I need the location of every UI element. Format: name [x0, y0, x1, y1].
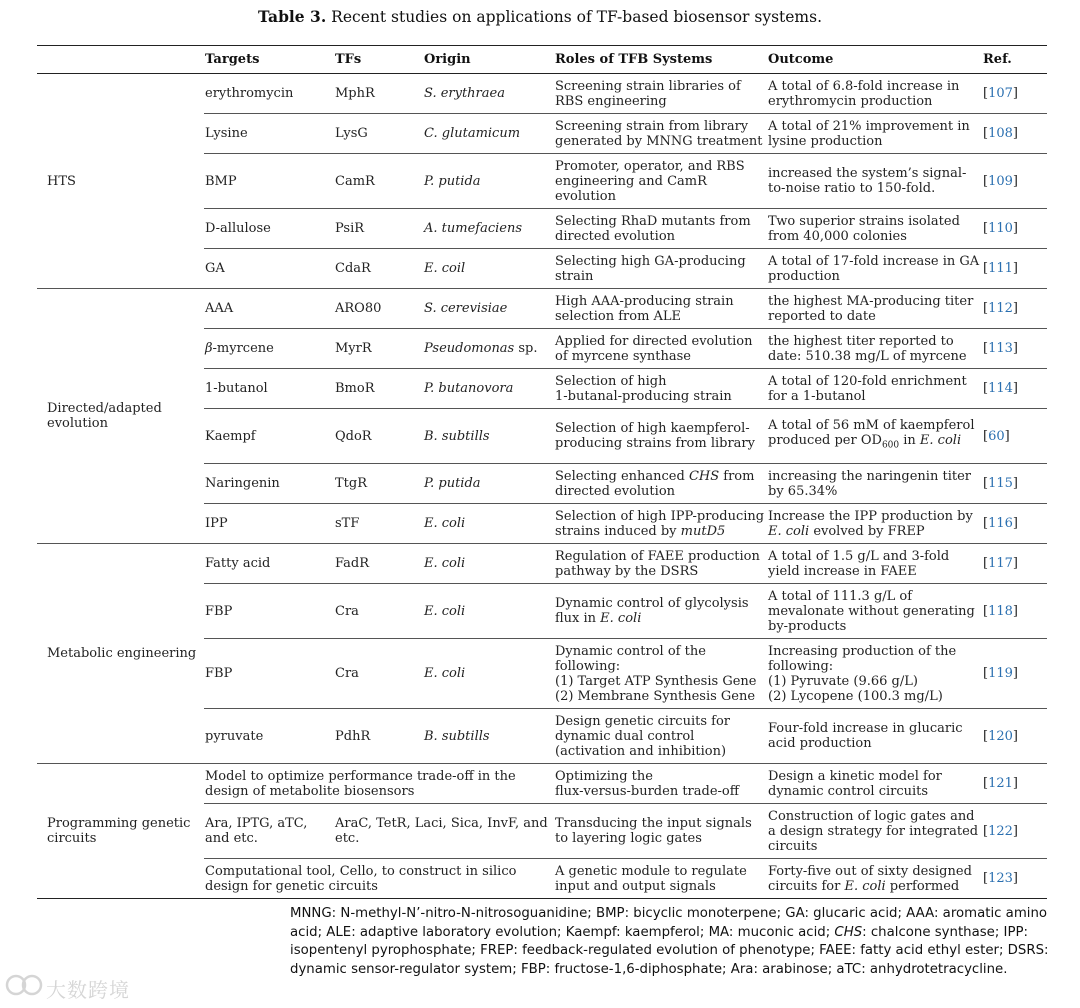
cell-outcome [767, 859, 982, 899]
cell-outcome: Four-fold increase in glucaric acid production [767, 709, 982, 764]
header-row [37, 46, 1047, 74]
od-subscript: 600 [881, 440, 900, 451]
outcome-line: (2) Lycopene (100.3 mg/L) [768, 688, 943, 704]
table-row [37, 289, 1047, 329]
cell-role: Applied for directed evolution of myrcene synthase [554, 329, 767, 369]
cell-ref: [119] [982, 639, 1047, 709]
cell-target: Fatty acid [204, 544, 334, 584]
cell-tf: sTF [334, 504, 423, 544]
cell-target: GA [204, 249, 334, 289]
cell-target: FBP [204, 639, 334, 709]
organism-name: E. coli [919, 433, 962, 449]
cell-target: Ara, IPTG, aTC, and etc. [204, 804, 334, 859]
organism-name: E. coli [844, 878, 886, 894]
reference-link[interactable]: 60 [988, 428, 1005, 444]
table-row [37, 764, 1047, 804]
cell-tf: Cra [334, 584, 423, 639]
cell-ref: [120] [982, 709, 1047, 764]
cell-ref: [108] [982, 114, 1047, 154]
reference-link[interactable]: 110 [988, 221, 1013, 236]
cell-outcome: increased the system’s signal-to-noise ratio to 150-fold. [767, 154, 982, 209]
cell-tf: LysG [334, 114, 423, 154]
cell-target [204, 329, 334, 369]
cell-role [554, 369, 767, 409]
header-roles: Roles of TFB Systems [554, 46, 767, 74]
footnote-text: : chalcone synthase; IPP: isopentenyl pyrophosphate; FREP: feedback-regulated evolution of phenotype; FAEE: fatty acid ethyl ester; DSRS: dynamic sensor-regulator system; FBP: fructose-1,6-diphosphate; Ara: arabinose; aTC: anhydrotetracycline. [290, 924, 1049, 977]
studies-table [37, 45, 1047, 899]
cell-outcome: A total of 1.5 g/L and 3-fold yield increase in FAEE [767, 544, 982, 584]
reference-link[interactable]: 109 [988, 173, 1013, 189]
reference-link[interactable]: 121 [988, 776, 1013, 791]
cell-tf: PdhR [334, 709, 423, 764]
cell-role: Selecting high GA-producing strain [554, 249, 767, 289]
cell-origin: S. cerevisiae [423, 289, 554, 329]
cell-origin: P. putida [423, 154, 554, 209]
watermark-text: 大数跨境 [46, 978, 130, 1002]
cell-ref: [114] [982, 369, 1047, 409]
cell-tf: ARO80 [334, 289, 423, 329]
cell-tf: QdoR [334, 409, 423, 464]
cell-tf: Cra [334, 639, 423, 709]
cell-tf: BmoR [334, 369, 423, 409]
watermark-logo-icon [4, 970, 44, 1000]
cell-tf: TtgR [334, 464, 423, 504]
cell-tf: MyrR [334, 329, 423, 369]
origin-genus: Pseudomonas [424, 341, 515, 356]
role-line: Dynamic control of the following: [555, 643, 706, 674]
table-label: Table 3. [257, 7, 327, 26]
cell-outcome: A total of 21% improvement in lysine production [767, 114, 982, 154]
cell-ref: [123] [982, 859, 1047, 899]
cell-origin: B. subtills [423, 709, 554, 764]
cell-role: Selection of high kaempferol-producing strains from library [554, 409, 767, 464]
cell-role: Screening strain from library generated by MNNG treatment [554, 114, 767, 154]
cell-outcome: A total of 17-fold increase in GA production [767, 249, 982, 289]
cell-role: Regulation of FAEE production pathway by the DSRS [554, 544, 767, 584]
cell-origin: E. coil [423, 249, 554, 289]
cell-tf: CdaR [334, 249, 423, 289]
reference-link[interactable]: 119 [988, 666, 1013, 681]
outcome-line: Increasing production of the following: [768, 643, 957, 674]
header-origin: Origin [423, 46, 554, 74]
reference-link[interactable]: 112 [988, 301, 1013, 316]
cell-ref: [107] [983, 86, 1018, 101]
role-text: Dynamic control of glycolysis flux in [555, 596, 749, 626]
cell-outcome [767, 504, 982, 544]
reference-link[interactable]: 107 [988, 86, 1013, 101]
cell-target: Naringenin [204, 464, 334, 504]
group-label: HTS [37, 74, 204, 289]
cell-role: Selecting RhaD mutants from directed evolution [554, 209, 767, 249]
cell-outcome: A total of 120-fold enrichment for a 1-butanol [767, 369, 982, 409]
cell-role [554, 639, 767, 709]
cell-ref: [110] [982, 209, 1047, 249]
organism-name: E. coli [600, 611, 642, 626]
cell-role: Screening strain libraries of RBS engineering [555, 78, 741, 109]
target-rest: -myrcene [212, 341, 274, 356]
reference-link[interactable]: 114 [988, 381, 1013, 396]
outcome-text: in [899, 433, 920, 449]
outcome-text: performed [885, 878, 960, 894]
cell-target: erythromycin [205, 86, 294, 101]
cell-target: Kaempf [204, 409, 334, 464]
cell-role [554, 764, 767, 804]
reference-link[interactable]: 111 [988, 261, 1013, 276]
outcome-text: Increase the IPP production by [768, 508, 973, 524]
cell-ref: [115] [982, 464, 1047, 504]
gene-name: mutD5 [680, 523, 726, 539]
cell-target: BMP [204, 154, 334, 209]
cell-target: IPP [204, 504, 334, 544]
reference-link[interactable]: 115 [988, 476, 1013, 491]
cell-role [554, 464, 767, 504]
cell-role: Transducing the input signals to layering logic gates [554, 804, 767, 859]
cell-ref: [109] [982, 154, 1047, 209]
cell-target: Lysine [204, 114, 334, 154]
outcome-text: evolved by FREP [809, 523, 925, 539]
cell-origin: B. subtills [423, 409, 554, 464]
cell-outcome: A total of 6.8-fold increase in erythromycin production [768, 78, 960, 109]
cell-ref: [116] [982, 504, 1047, 544]
cell-origin: E. coli [423, 584, 554, 639]
role-line: 1-butanal-producing strain [555, 388, 732, 404]
cell-role: High AAA-producing strain selection from ALE [554, 289, 767, 329]
cell-tf: MphR [335, 86, 375, 101]
cell-target: AAA [204, 289, 334, 329]
reference-link[interactable]: 117 [988, 556, 1013, 571]
cell-tf: FadR [334, 544, 423, 584]
cell-ref: [112] [982, 289, 1047, 329]
cell-origin: E. coli [423, 639, 554, 709]
reference-link[interactable]: 118 [988, 603, 1013, 619]
cell-origin: E. coli [423, 504, 554, 544]
group-label: Directed/adapted evolution [37, 289, 204, 544]
cell-role [554, 584, 767, 639]
cell-origin: P. putida [423, 464, 554, 504]
cell-origin: P. butanovora [423, 369, 554, 409]
reference-link[interactable]: 116 [988, 516, 1013, 531]
cell-origin: A. tumefaciens [423, 209, 554, 249]
role-text: Selection of high IPP-producing strains induced by [555, 508, 765, 539]
cell-ref: [122] [982, 804, 1047, 859]
cell-target: 1-butanol [204, 369, 334, 409]
cell-ref: [121] [982, 764, 1047, 804]
cell-outcome: the highest MA-producing titer reported to date [767, 289, 982, 329]
role-line: Selection of high [555, 373, 667, 389]
cell-target: FBP [204, 584, 334, 639]
table-title: Recent studies on applications of TF-based biosensor systems. [326, 8, 823, 26]
cell-outcome: Construction of logic gates and a design strategy for integrated circuits [767, 804, 982, 859]
header-ref: Ref. [982, 46, 1047, 74]
cell-ref: [113] [982, 329, 1047, 369]
header-tfs: TFs [334, 46, 423, 74]
cell-outcome: Two superior strains isolated from 40,000 colonies [767, 209, 982, 249]
cell-target: D-allulose [204, 209, 334, 249]
role-text: from directed evolution [555, 468, 755, 499]
reference-link[interactable]: 120 [988, 728, 1013, 744]
cell-tf: AraC, TetR, Laci, Sica, InvF, and etc. [334, 804, 554, 859]
cell-ref: [118] [982, 584, 1047, 639]
reference-link[interactable]: 113 [988, 341, 1013, 356]
cell-outcome [767, 639, 982, 709]
cell-target: Model to optimize performance trade-off in the design of metabolite biosensors [204, 764, 554, 804]
cell-outcome: Design a kinetic model for dynamic control circuits [767, 764, 982, 804]
gene-name: CHS [688, 468, 720, 484]
header-category [37, 46, 204, 74]
outcome-line: (1) Pyruvate (9.66 g/L) [768, 673, 918, 689]
cell-target: pyruvate [204, 709, 334, 764]
outcome-text: Forty-five out of sixty designed circuits for [768, 863, 972, 894]
watermark [4, 970, 154, 1002]
footnote-text: MNNG: N-methyl-N’-nitro-N-nitrosoguanidine; BMP: bicyclic monoterpene; GA: glucaric acid; AAA: aromatic amino acid; ALE: adaptive laboratory evolution; Kaempf: kaempferol; MA: muconic acid; [290, 906, 1048, 940]
outcome-text: A total of 56 mM of kaempferol produced per OD [768, 418, 975, 449]
cell-role: Design genetic circuits for dynamic dual control (activation and inhibition) [554, 709, 767, 764]
cell-origin: E. coli [423, 544, 554, 584]
table-row [37, 74, 1047, 114]
cell-outcome [767, 409, 982, 464]
role-text: Selecting enhanced [555, 468, 689, 484]
cell-origin: C. glutamicum [423, 114, 554, 154]
table-footnote [290, 905, 1060, 979]
header-targets: Targets [204, 46, 334, 74]
header-outcome: Outcome [767, 46, 982, 74]
cell-target: Computational tool, Cello, to construct in silico design for genetic circuits [204, 859, 554, 899]
origin-rest: sp. [514, 341, 538, 356]
cell-origin [423, 329, 554, 369]
cell-tf: PsiR [334, 209, 423, 249]
cell-ref: [111] [982, 249, 1047, 289]
reference-link[interactable]: 122 [988, 823, 1013, 839]
reference-link[interactable]: 108 [988, 126, 1013, 141]
organism-name: E. coli [768, 523, 810, 539]
cell-role: Promoter, operator, and RBS engineering and CamR evolution [554, 154, 767, 209]
table-row [37, 544, 1047, 584]
role-line: (1) Target ATP Synthesis Gene [555, 673, 757, 689]
group-label: Programming genetic circuits [37, 764, 204, 899]
cell-outcome: A total of 111.3 g/L of mevalonate without generating by-products [767, 584, 982, 639]
cell-ref: [60] [982, 409, 1047, 464]
cell-outcome: the highest titer reported to date: 510.38 mg/L of myrcene [767, 329, 982, 369]
role-line: Optimizing the [555, 768, 653, 784]
cell-tf: CamR [334, 154, 423, 209]
group-label: Metabolic engineering [37, 544, 204, 764]
cell-role: A genetic module to regulate input and output signals [554, 859, 767, 899]
cell-outcome: increasing the naringenin titer by 65.34% [767, 464, 982, 504]
role-line: flux-versus-burden trade-off [555, 783, 739, 799]
cell-role [554, 504, 767, 544]
role-line: (2) Membrane Synthesis Gene [555, 688, 756, 704]
greek-beta: β [205, 341, 213, 356]
footnote-abbrev: CHS [834, 924, 863, 940]
reference-link[interactable]: 123 [988, 871, 1013, 886]
table-caption [0, 7, 1080, 26]
cell-origin: S. erythraea [424, 86, 505, 101]
cell-ref: [117] [982, 544, 1047, 584]
